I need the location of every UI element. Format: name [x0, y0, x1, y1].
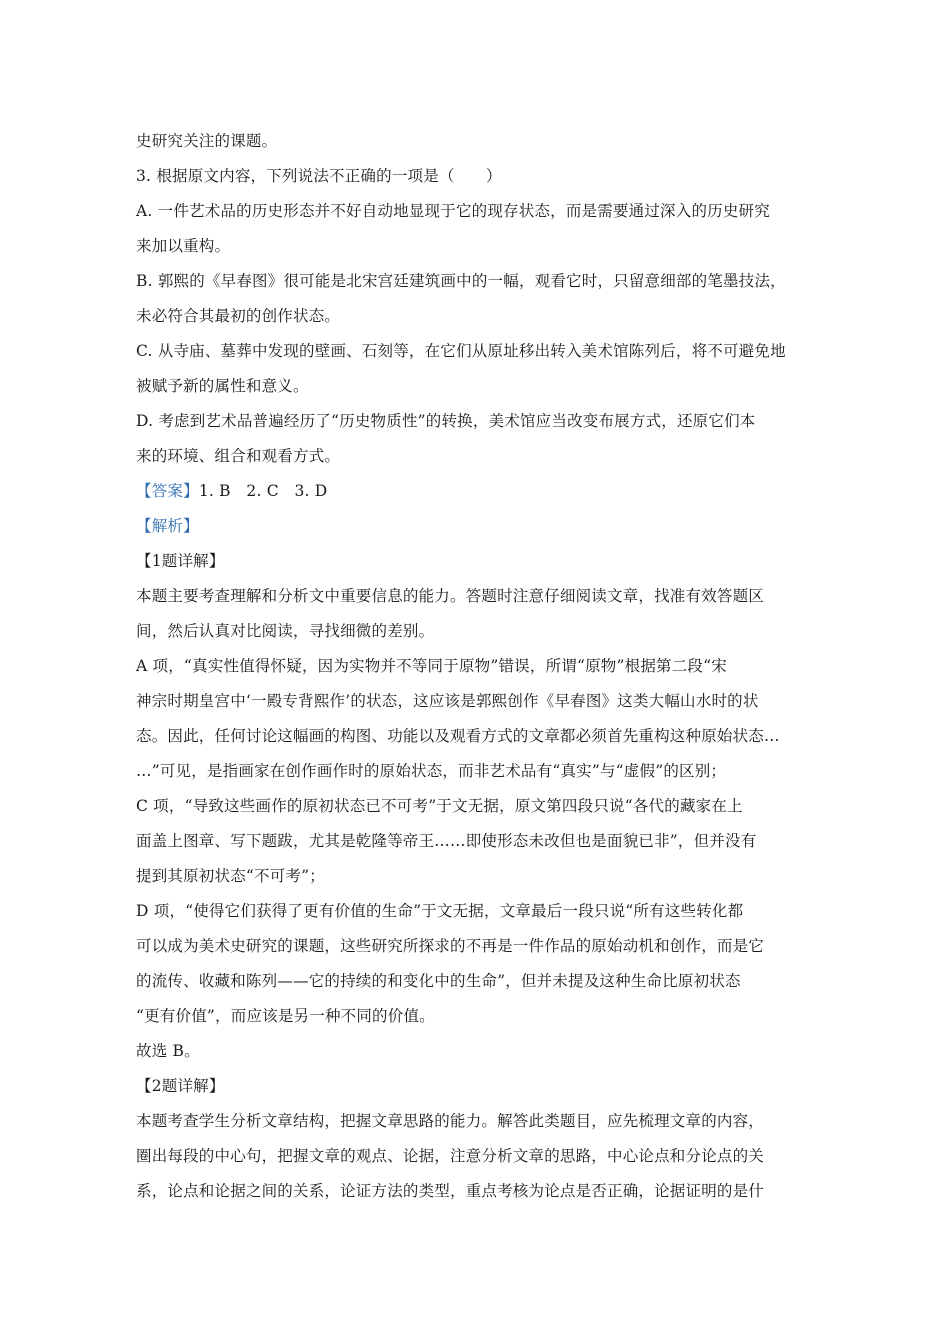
- q1-c-line1: C 项，“导致这些画作的原初状态已不可考”于文无据，原文第四段只说“各代的藏家在上: [136, 797, 743, 815]
- q2-intro-line2: 圈出每段的中心句，把握文章的观点、论据，注意分析文章的思路，中心论点和分论点的关: [136, 1147, 765, 1165]
- answer-label: 【答案】: [136, 482, 199, 500]
- q1-a-line2: 神宗时期皇宫中‘一殿专背熙作’的状态，这应该是郭熙创作《早春图》这类大幅山水时的状: [136, 692, 759, 710]
- q1-a-line1: A 项，“真实性值得怀疑，因为实物并不等同于原物”错误，所谓“原物”根据第二段“宋: [136, 657, 727, 675]
- option-a-line2: 来加以重构。: [136, 237, 231, 255]
- q1-d-line3: 的流传、收藏和陈列——它的持续的和变化中的生命”，但并未提及这种生命比原初状态: [136, 972, 741, 990]
- option-b-line1: B. 郭熙的《早春图》很可能是北宋宫廷建筑画中的一幅，观看它时，只留意细部的笔墨技法，: [136, 272, 786, 290]
- q2-intro-line1: 本题考查学生分析文章结构，把握文章思路的能力。解答此类题目，应先梳理文章的内容，: [136, 1112, 765, 1130]
- q1-conclusion: 故选 B。: [136, 1042, 200, 1060]
- q1-c-line3: 提到其原初状态“不可考”；: [136, 867, 325, 885]
- option-d-line2: 来的环境、组合和观看方式。: [136, 447, 341, 465]
- q1-heading: 【1题详解】: [136, 552, 225, 570]
- q1-intro-line2: 间，然后认真对比阅读，寻找细微的差别。: [136, 622, 435, 640]
- q2-intro-line3: 系，论点和论据之间的关系，论证方法的类型，重点考核为论点是否正确，论据证明的是什: [136, 1182, 765, 1200]
- q2-heading: 【2题详解】: [136, 1077, 225, 1095]
- q1-d-line2: 可以成为美术史研究的课题，这些研究所探求的不再是一件作品的原始动机和创作，而是它: [136, 937, 765, 955]
- q1-intro-line1: 本题主要考查理解和分析文中重要信息的能力。答题时注意仔细阅读文章，找准有效答题区: [136, 587, 765, 605]
- question3-stem: 3. 根据原文内容，下列说法不正确的一项是（ ）: [136, 167, 502, 185]
- q1-d-line4: “更有价值”，而应该是另一种不同的价值。: [136, 1007, 435, 1025]
- continuation-text: 史研究关注的课题。: [136, 132, 278, 150]
- answer-values: 1. B 2. C 3. D: [198, 482, 328, 500]
- option-c-line2: 被赋予新的属性和意义。: [136, 377, 309, 395]
- q1-a-line4: …”可见，是指画家在创作画作时的原始状态，而非艺术品有“真实”与“虚假”的区别；: [136, 762, 727, 780]
- q1-a-line3: 态。因此，任何讨论这幅画的构图、功能以及观看方式的文章都必须首先重构这种原始状态…: [136, 727, 780, 745]
- option-d-line1: D. 考虑到艺术品普遍经历了“历史物质性”的转换，美术馆应当改变布展方式，还原它们本: [136, 412, 756, 430]
- analysis-label: 【解析】: [136, 517, 199, 535]
- option-c-line1: C. 从寺庙、墓葬中发现的壁画、石刻等，在它们从原址移出转入美术馆陈列后，将不可避免地: [136, 342, 786, 360]
- q1-d-line1: D 项，“使得它们获得了更有价值的生命”于文无据，文章最后一段只说“所有这些转化都: [136, 902, 744, 920]
- analysis-line: [136, 509, 816, 544]
- answer-line: [136, 474, 816, 509]
- option-b-line2: 未必符合其最初的创作状态。: [136, 307, 341, 325]
- document-page: [136, 124, 816, 1209]
- option-a-line1: A. 一件艺术品的历史形态并不好自动地显现于它的现存状态，而是需要通过深入的历史研究: [136, 202, 770, 220]
- q1-c-line2: 面盖上图章、写下题跋，尤其是乾隆等帝王……即使形态未改但也是面貌已非”，但并没有: [136, 832, 757, 850]
